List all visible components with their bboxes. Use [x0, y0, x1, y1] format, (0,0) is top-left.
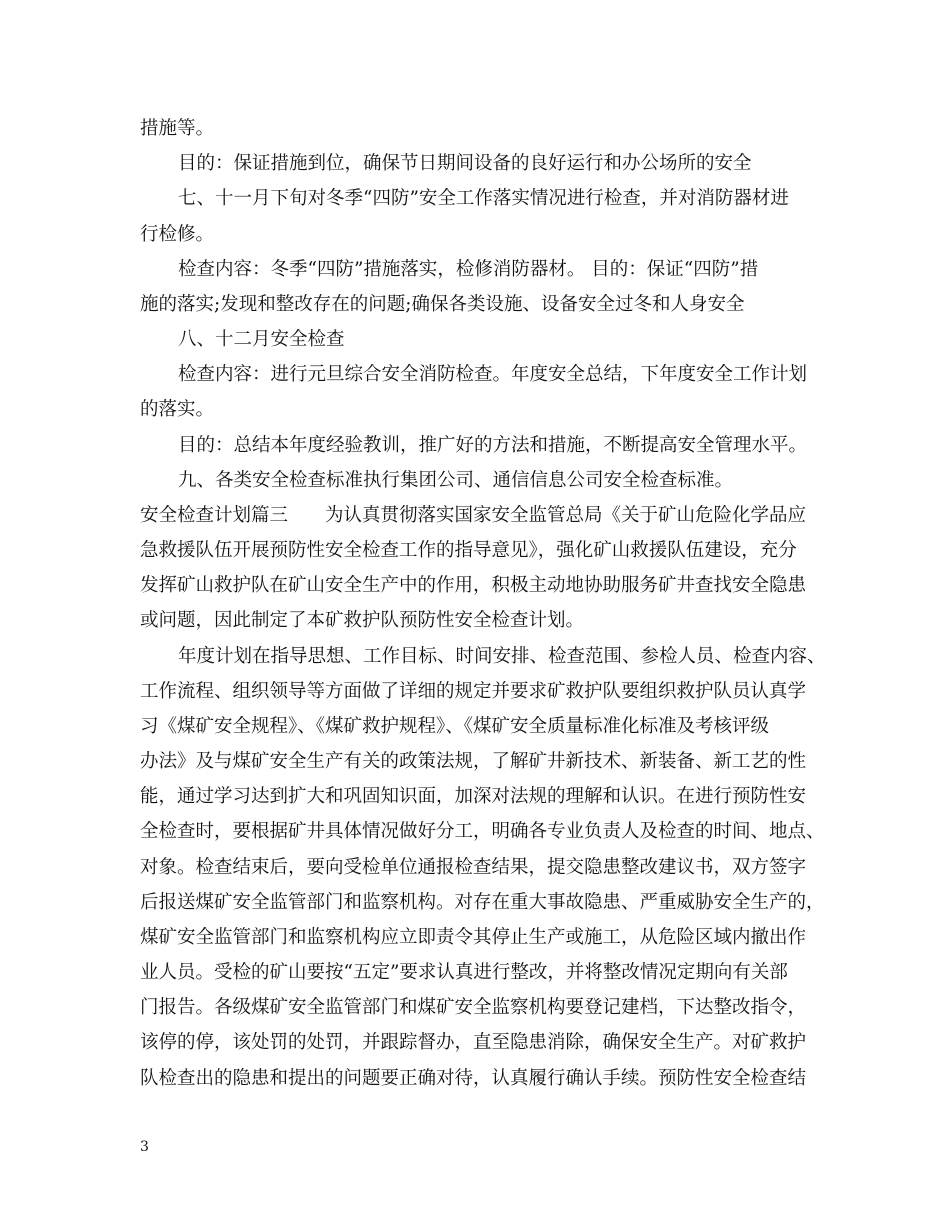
page-number: 3 [140, 1139, 149, 1155]
text-line: 七、十一月下旬对冬季“四防”安全工作落实情况进行检查，并对消防器材进 [178, 188, 789, 209]
text-line: 对象。检查结束后，要向受检单位通报检查结果，提交隐患整改建议书，双方签字 [140, 857, 807, 878]
text-line: 安全检查计划篇三 为认真贯彻落实国家安全监管总局《关于矿山危险化学品应 [140, 505, 807, 526]
text-line: 目的：保证措施到位，确保节日期间设备的良好运行和办公场所的安全 [178, 153, 752, 174]
text-line: 能，通过学习达到扩大和巩固知识面，加深对法规的理解和认识。在进行预防性安 [140, 786, 807, 807]
text-line: 年度计划在指导思想、工作目标、时间安排、检查范围、参检人员、检查内容、 [178, 646, 826, 667]
text-line: 全检查时，要根据矿井具体情况做好分工，明确各专业负责人及检查的时间、地点、 [140, 821, 825, 842]
text-line: 或问题，因此制定了本矿救护队预防性安全检查计划。 [140, 610, 585, 631]
text-line: 后报送煤矿安全监管部门和监察机构。对存在重大事故隐患、严重威胁安全生产的， [140, 892, 825, 913]
text-line: 急救援队伍开展预防性安全检查工作的指导意见》，强化矿山救援队伍建设，充分 [140, 540, 797, 561]
text-line: 行检修。 [140, 224, 215, 245]
text-line: 发挥矿山救护队在矿山安全生产中的作用，积极主动地协助服务矿井查找安全隐患 [140, 575, 807, 596]
text-line: 办法》及与煤矿安全生产有关的政策法规，了解矿井新技术、新装备、新工艺的性 [140, 751, 807, 772]
text-line: 措施等。 [140, 118, 215, 139]
text-line: 九、各类安全检查标准执行集团公司、通信信息公司安全检查标准。 [178, 470, 734, 491]
text-line: 的落实。 [140, 399, 215, 420]
text-line: 煤矿安全监管部门和监察机构应立即责令其停止生产或施工，从危险区域内撤出作 [140, 927, 807, 948]
text-line: 门报告。各级煤矿安全监管部门和煤矿安全监察机构要登记建档，下达整改指令， [140, 997, 807, 1018]
text-line: 该停的停，该处罚的处罚，并跟踪督办，直至隐患消除，确保安全生产。对矿救护 [140, 1032, 807, 1053]
text-line: 工作流程、组织领导等方面做了详细的规定并要求矿救护队要组织救护队员认真学 [140, 681, 807, 702]
text-line: 施的落实;发现和整改存在的问题;确保各类设施、设备安全过冬和人身安全 [140, 294, 745, 315]
text-line: 检查内容：冬季“四防”措施落实，检修消防器材。 目的：保证“四防”措 [178, 259, 759, 280]
text-line: 队检查出的隐患和提出的问题要正确对待，认真履行确认手续。预防性安全检查结 [140, 1068, 807, 1089]
text-line: 目的：总结本年度经验教训，推广好的方法和措施，不断提高安全管理水平。 [178, 435, 808, 456]
text-line: 八、十二月安全检查 [178, 329, 345, 350]
text-line: 检查内容：进行元旦综合安全消防检查。年度安全总结，下年度安全工作计划 [178, 364, 808, 385]
text-line: 业人员。受检的矿山要按“五定”要求认真进行整改，并将整改情况定期向有关部 [140, 962, 788, 983]
text-line: 习《煤矿安全规程》、《煤矿救护规程》、《煤矿安全质量标准化标准及考核评级 [140, 716, 770, 737]
